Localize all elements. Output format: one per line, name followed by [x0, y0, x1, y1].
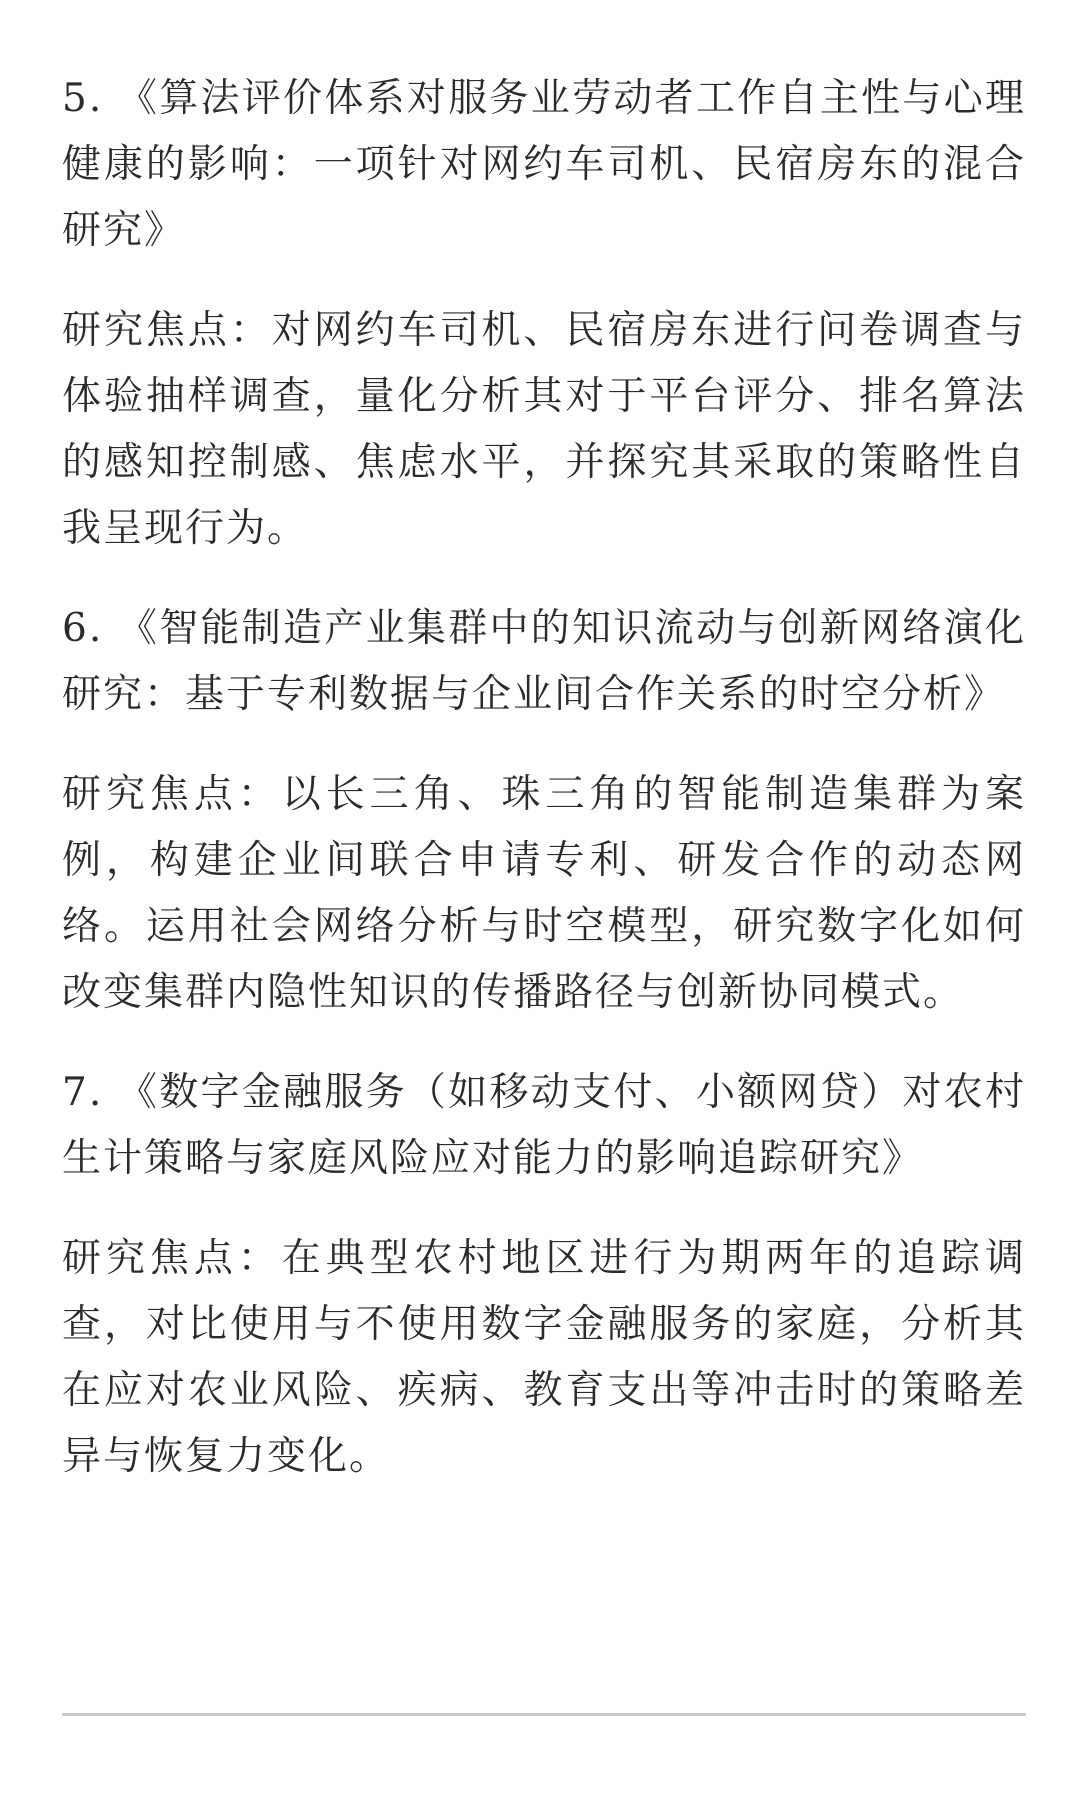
item-5-title: 5. 《算法评价体系对服务业劳动者工作自主性与心理健康的影响：一项针对网约车司机、民宿房东的混合研究》 — [62, 76, 1026, 253]
item-7-research-focus: 研究焦点：在典型农村地区进行为期两年的追踪调查，对比使用与不使用数字金融服务的家庭，分析其在应对农业风险、疾病、教育支出等冲击时的策略差异与恢复力变化。 — [62, 1236, 1026, 1479]
item-6-research-focus: 研究焦点：以长三角、珠三角的智能制造集群为案例，构建企业间联合申请专利、研发合作的动态网络。运用社会网络分析与时空模型，研究数字化如何改变集群内隐性知识的传播路径与创新协同模式。 — [62, 772, 1026, 1015]
item-6-title: 6. 《智能制造产业集群中的知识流动与创新网络演化研究：基于专利数据与企业间合作关系的时空分析》 — [62, 606, 1026, 717]
item-5-research-focus: 研究焦点：对网约车司机、民宿房东进行问卷调查与体验抽样调查，量化分析其对于平台评分、排名算法的感知控制感、焦虑水平，并探究其采取的策略性自我呈现行为。 — [62, 308, 1026, 551]
item-7-title: 7. 《数字金融服务（如移动支付、小额网贷）对农村生计策略与家庭风险应对能力的影响追踪研究》 — [62, 1070, 1026, 1181]
bottom-divider — [62, 1713, 1026, 1716]
article-content — [62, 0, 1026, 1800]
